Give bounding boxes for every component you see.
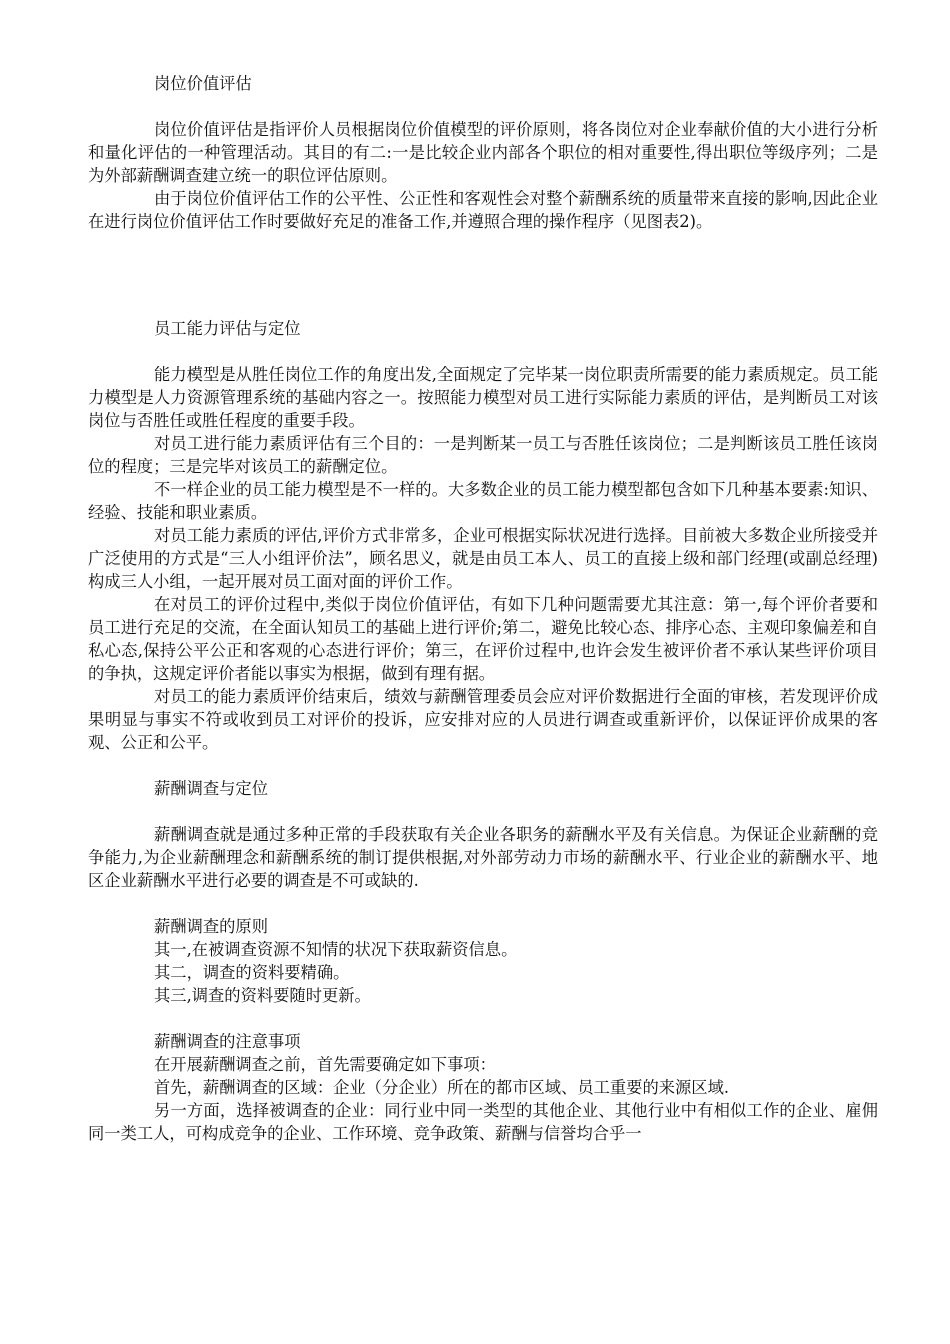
document-page [88,72,878,1145]
paragraph: 岗位价值评估是指评价人员根据岗位价值模型的评价原则，将各岗位对企业奉献价值的大小进行分析和量化评估的一种管理活动。其目的有二:一是比较企业内部各个职位的相对重要性,得出职位等级序列；二是为外部薪酬调查建立统一的职位评估原则。 [88,120,878,185]
paragraph: 能力模型是从胜任岗位工作的角度出发,全面规定了完毕某一岗位职责所需要的能力素质规定。员工能力模型是人力资源管理系统的基础内容之一。按照能力模型对员工进行实际能力素质的评估，是判断员工对该岗位与否胜任或胜任程度的重要手段。 [88,365,878,430]
paragraph: 在对员工的评价过程中,类似于岗位价值评估，有如下几种问题需要尤其注意：第一,每个评价者要和员工进行充足的交流，在全面认知员工的基础上进行评价;第二，避免比较心态、排序心态、主观印象偏差和自私心态,保持公平公正和客观的心态进行评价；第三，在评价过程中,也许会发生被评价者不承认某些评价项目的争执，这规定评价者能以事实为根据，做到有理有据。 [88,595,878,683]
paragraph: 对员工的能力素质评价结束后，绩效与薪酬管理委员会应对评价数据进行全面的审核，若发现评价成果明显与事实不符或收到员工对评价的投诉，应安排对应的人员进行调查或重新评价，以保证评价成果的客观、公正和公平。 [88,687,878,752]
notes-second: 另一方面，选择被调查的企业：同行业中同一类型的其他企业、其他行业中有相似工作的企业、雇佣同一类工人，可构成竞争的企业、工作环境、竞争政策、薪酬与信誉均合乎一 [88,1101,878,1143]
principles-heading: 薪酬调查的原则 [154,917,268,936]
notes-intro: 在开展薪酬调查之前，首先需要确定如下事项： [154,1055,496,1074]
paragraph: 对员工进行能力素质评估有三个目的：一是判断某一员工与否胜任该岗位；二是判断该员工胜任该岗位的程度；三是完毕对该员工的薪酬定位。 [88,434,878,476]
paragraph: 不一样企业的员工能力模型是不一样的。大多数企业的员工能力模型都包含如下几种基本要素:知识、经验、技能和职业素质。 [88,480,878,522]
paragraph: 薪酬调查就是通过多种正常的手段获取有关企业各职务的薪酬水平及有关信息。为保证企业薪酬的竞争能力,为企业薪酬理念和薪酬系统的制订提供根据,对外部劳动力市场的薪酬水平、行业企业的薪酬水平、地区企业薪酬水平进行必要的调查是不可或缺的. [88,825,878,890]
section-heading-salary-survey: 薪酬调查与定位 [154,779,268,798]
principle-item: 其三,调查的资料要随时更新。 [154,986,371,1005]
paragraph: 对员工能力素质的评估,评价方式非常多，企业可根据实际状况进行选择。目前被大多数企业所接受并广泛使用的方式是“三人小组评价法”，顾名思义，就是由员工本人、员工的直接上级和部门经理(或副总经理)构成三人小组，一起开展对员工面对面的评价工作。 [88,526,878,591]
section-heading-competency: 员工能力评估与定位 [154,319,301,338]
paragraph: 由于岗位价值评估工作的公平性、公正性和客观性会对整个薪酬系统的质量带来直接的影响,因此企业在进行岗位价值评估工作时要做好充足的准备工作,并遵照合理的操作程序（见图表2)。 [88,189,878,231]
notes-heading: 薪酬调查的注意事项 [154,1032,301,1051]
principle-item: 其二，调查的资料要精确。 [154,963,350,982]
notes-first: 首先，薪酬调查的区域：企业（分企业）所在的都市区域、员工重要的来源区域. [154,1078,730,1097]
principle-item: 其一,在被调查资源不知情的状况下获取薪资信息。 [154,940,518,959]
section-heading-job-value: 岗位价值评估 [154,74,252,93]
